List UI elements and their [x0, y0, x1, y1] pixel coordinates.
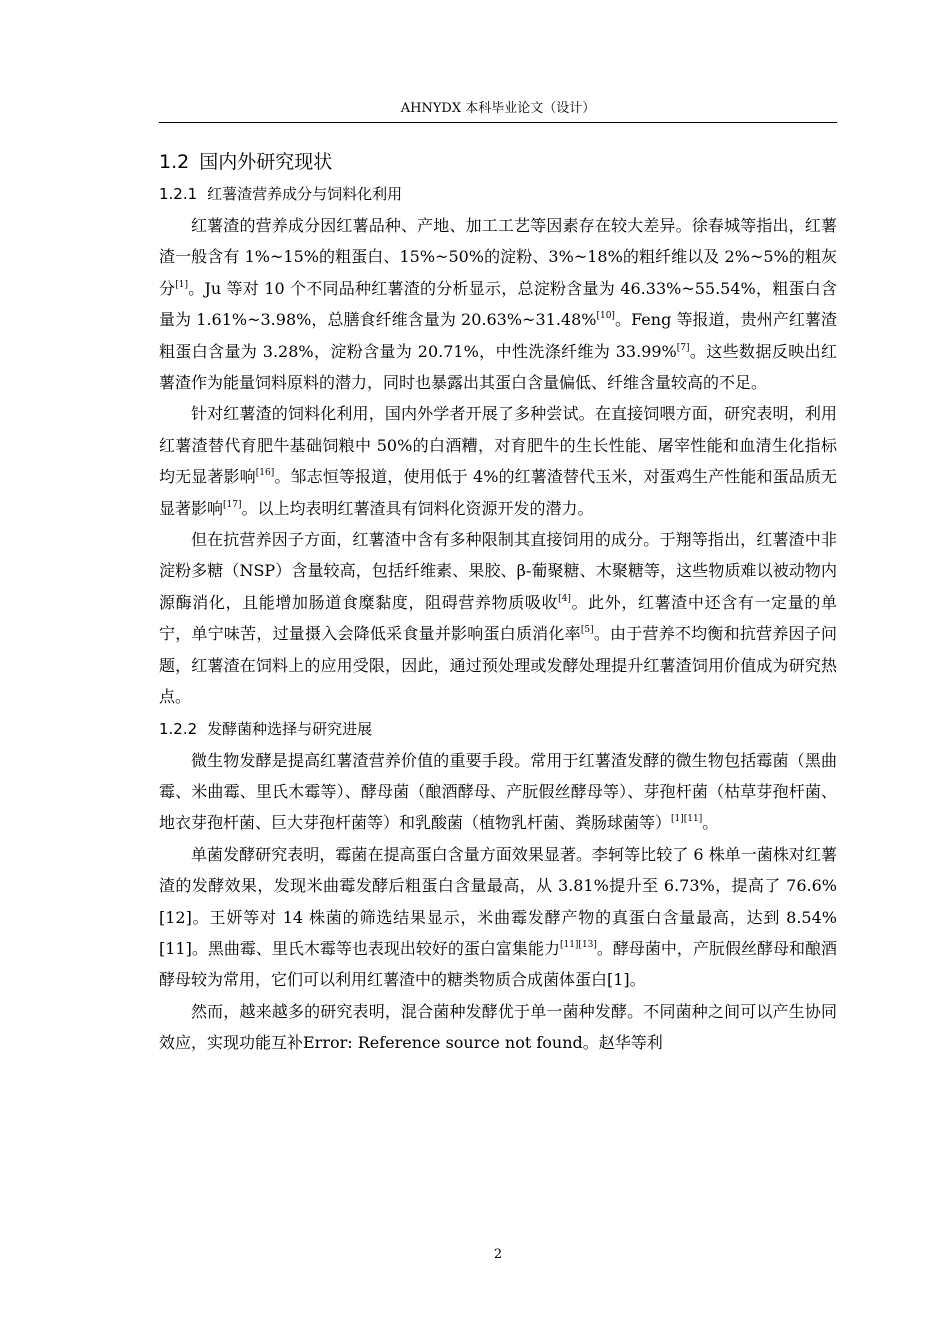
section-heading: [159, 146, 837, 178]
citation: [16]: [255, 468, 275, 479]
paragraph-3: [159, 524, 837, 712]
citation: [7]: [676, 342, 690, 353]
page-header: AHNYDX 本科毕业论文（设计）: [400, 101, 596, 116]
header-rule: [159, 122, 837, 123]
text-run: 微生物发酵是提高红薯渣营养价值的重要手段。常用于红薯渣发酵的微生物包括霉菌（黑曲霉、米曲霉、里氏木霉等）、酵母菌（酿酒酵母、产朊假丝酵母等）、芽孢杆菌（枯草芽孢杆菌、地衣芽孢杆菌、巨大芽孢杆菌等）和乳酸菌（植物乳杆菌、粪肠球菌等）: [159, 750, 837, 833]
citation: [1][11]: [671, 814, 703, 825]
paragraph-6: [159, 996, 837, 1059]
subsection-number-1: 1.2.1: [159, 185, 198, 203]
text-run: 但在抗营养因子方面，红薯渣中含有多种限制其直接饲用的成分。于翔等指出，红薯渣中非淀粉多糖（NSP）含量较高，包括纤维素、果胶、β-葡聚糖、木聚糖等，这些物质难以被动物内源酶消化，且能增加肠道食糜黏度，阻碍营养物质吸收: [159, 530, 837, 612]
text-run: 单菌发酵研究表明，霉菌在提高蛋白含量方面效果显著。李轲等比较了 6 株单一菌株对红薯渣的发酵效果，发现米曲霉发酵后粗蛋白含量最高，从 3.81%提升至 6.73%，提高了 76.6%[12]。王妍等对 14 株菌的筛选结果显示，米曲霉发酵产物的真蛋白含量最高，达到 8.54%[11]。黑曲霉、里氏木霉等也表现出较好的蛋白富集能力: [159, 844, 837, 958]
citation: [11][13]: [559, 939, 597, 950]
subsection-title-2: 发酵菌种选择与研究进展: [207, 719, 373, 738]
paragraph-5: [159, 839, 837, 996]
section-title: 国内外研究现状: [199, 151, 333, 173]
text-run: 然而，越来越多的研究表明，混合菌种发酵优于单一菌种发酵。不同菌种之间可以产生协同效应，实现功能互补Error: Reference source not found。赵华等利: [159, 1001, 837, 1053]
page-body: [159, 146, 837, 1059]
subsection-heading-2: [159, 713, 837, 745]
paragraph-4: [159, 745, 837, 839]
subsection-heading-1: [159, 178, 837, 210]
text-run: 针对红薯渣的饲料化利用，国内外学者开展了多种尝试。在直接饲喂方面，研究表明，利用红薯渣替代育肥牛基础饲粮中 50%的白酒糟，对育肥牛的生长性能、屠宰性能和血清生化指标均无显著影响: [159, 404, 837, 487]
subsection-number-2: 1.2.2: [159, 719, 198, 738]
citation: [4]: [558, 593, 571, 604]
page-number: 2: [493, 1247, 503, 1262]
paragraph-1: [159, 210, 837, 398]
text-run: 。邹志恒等报道，使用低于 4%的红薯渣替代玉米，对蛋鸡生产性能和蛋品质无显著影响: [159, 467, 837, 518]
text-run: 。这些数据反映出红薯渣作为能量饲料原料的潜力，同时也暴露出其蛋白含量偏低、纤维含量较高的不足。: [159, 341, 837, 393]
text-run: 。: [702, 813, 719, 833]
text-run: 。此外，红薯渣中还含有一定量的单宁，单宁味苦，过量摄入会降低采食量并影响蛋白质消化率: [159, 592, 837, 644]
text-run: 。以上均表明红薯渣具有饲料化资源开发的潜力。: [241, 498, 594, 518]
citation: [10]: [596, 311, 615, 322]
text-run: 。Ju 等对 10 个不同品种红薯渣的分析显示，总淀粉含量为 46.33%~55.54%，粗蛋白含量为 1.61%~3.98%，总膳食纤维含量为 20.63%~31.48%: [159, 278, 837, 330]
text-run: 红薯渣的营养成分因红薯品种、产地、加工工艺等因素存在较大差异。徐春城等指出，红薯渣一般含有 1%~15%的粗蛋白、15%~50%的淀粉、3%~18%的粗纤维以及 2%~5%的粗灰分: [159, 216, 837, 298]
citation: [1]: [175, 279, 188, 290]
paragraph-2: [159, 398, 837, 524]
citation: [17]: [223, 499, 242, 510]
text-run: 。由于营养不均衡和抗营养因子问题，红薯渣在饲料上的应用受限，因此，通过预处理或发酵处理提升红薯渣饲用价值成为研究热点。: [159, 624, 837, 707]
text-run: 。Feng 等报道，贵州产红薯渣粗蛋白含量为 3.28%，淀粉含量为 20.71%，中性洗涤纤维为 33.99%: [159, 310, 837, 361]
text-run: 。酵母菌中，产朊假丝酵母和酿酒酵母较为常用，它们可以利用红薯渣中的糖类物质合成菌体蛋白[1]。: [159, 938, 837, 990]
subsection-title-1: 红薯渣营养成分与饲料化利用: [207, 185, 403, 203]
citation: [5]: [580, 625, 594, 636]
section-number: 1.2: [159, 151, 190, 173]
